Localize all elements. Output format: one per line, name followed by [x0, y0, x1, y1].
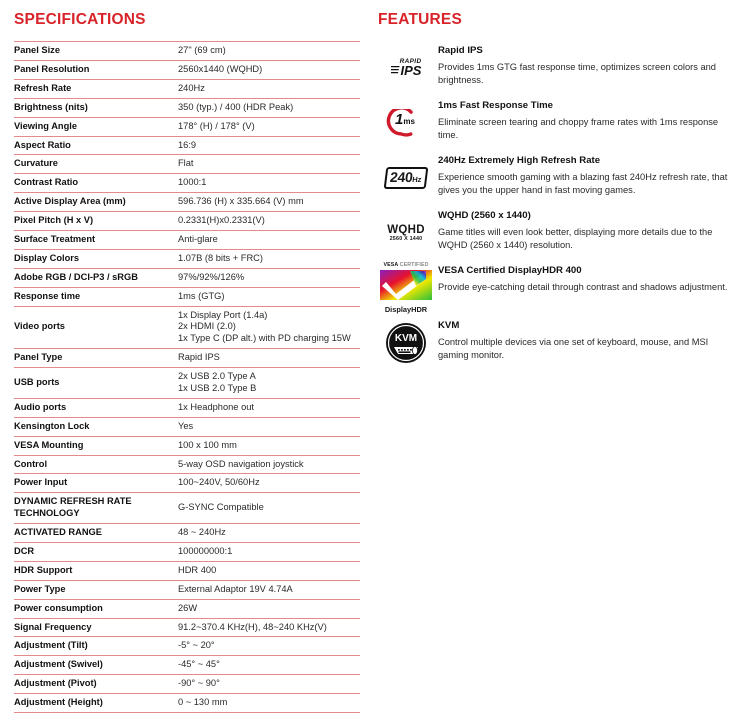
spec-value — [178, 368, 360, 399]
spec-value: Anti-glare — [178, 230, 360, 249]
table-row — [14, 230, 360, 249]
certified-word: CERTIFIED — [399, 262, 429, 269]
spec-value: 1000:1 — [178, 174, 360, 193]
feature-body — [438, 264, 732, 294]
spec-key: Adobe RGB / DCI-P3 / sRGB — [14, 268, 178, 287]
spec-key: DCR — [14, 542, 178, 561]
table-row — [14, 249, 360, 268]
one-ms-icon-label: 1ms — [395, 111, 415, 129]
spec-value: 178° (H) / 178° (V) — [178, 117, 360, 136]
table-row — [14, 524, 360, 543]
table-row — [14, 155, 360, 174]
wqhd-icon-label: WQHD — [387, 223, 425, 236]
spec-value: -45° ~ 45° — [178, 656, 360, 675]
feature-icon-wrap — [378, 44, 434, 90]
feature-title: 240Hz Extremely High Refresh Rate — [438, 155, 601, 167]
spec-value-line: 1x Display Port (1.4a) — [178, 309, 268, 320]
feature-item — [378, 319, 732, 365]
spec-key: Aspect Ratio — [14, 136, 178, 155]
feature-item — [378, 262, 732, 314]
table-row — [14, 417, 360, 436]
spec-key: Adjustment (Tilt) — [14, 637, 178, 656]
spec-value: Rapid IPS — [178, 349, 360, 368]
specifications-section — [0, 0, 370, 708]
features-list — [378, 44, 732, 365]
feature-item — [378, 99, 732, 145]
table-row — [14, 193, 360, 212]
spec-value: 26W — [178, 599, 360, 618]
spec-value: 1.07B (8 bits + FRC) — [178, 249, 360, 268]
spec-key: Brightness (nits) — [14, 98, 178, 117]
table-row — [14, 599, 360, 618]
spec-key: Contrast Ratio — [14, 174, 178, 193]
spec-value: Flat — [178, 155, 360, 174]
table-row — [14, 349, 360, 368]
feature-title: WQHD (2560 x 1440) — [438, 210, 531, 222]
feature-icon-wrap — [378, 99, 434, 145]
rapid-ips-icon-top: RAPID — [399, 57, 422, 65]
table-row — [14, 493, 360, 524]
spec-key: Panel Type — [14, 349, 178, 368]
spec-key: Adjustment (Swivel) — [14, 656, 178, 675]
spec-key: Curvature — [14, 155, 178, 174]
spec-value: 2560x1440 (WQHD) — [178, 60, 360, 79]
spec-value: 240Hz — [178, 79, 360, 98]
feature-title: VESA Certified DisplayHDR 400 — [438, 265, 582, 277]
one-ms-icon — [384, 109, 428, 137]
vesa-displayhdr-icon — [378, 263, 434, 313]
features-heading: FEATURES — [378, 11, 462, 28]
spec-key: Display Colors — [14, 249, 178, 268]
spec-key: Viewing Angle — [14, 117, 178, 136]
table-row — [14, 436, 360, 455]
spec-key: Response time — [14, 287, 178, 306]
spec-value — [178, 306, 360, 349]
table-row — [14, 656, 360, 675]
specifications-heading: SPECIFICATIONS — [14, 11, 146, 28]
features-section — [370, 0, 738, 637]
spec-value: 97%/92%/126% — [178, 268, 360, 287]
spec-value: Yes — [178, 417, 360, 436]
table-row — [14, 287, 360, 306]
spec-value: 16:9 — [178, 136, 360, 155]
spec-value: 596.736 (H) x 335.664 (V) mm — [178, 193, 360, 212]
spec-key: Surface Treatment — [14, 230, 178, 249]
feature-body — [438, 44, 732, 87]
feature-item — [378, 154, 732, 200]
spec-value: 100~240V, 50/60Hz — [178, 474, 360, 493]
feature-body — [438, 154, 732, 197]
feature-body — [438, 319, 732, 362]
spec-value: 350 (typ.) / 400 (HDR Peak) — [178, 98, 360, 117]
rapid-ips-icon-main: IPS — [391, 64, 422, 77]
spec-value: 91.2~370.4 KHz(H), 48~240 KHz(V) — [178, 618, 360, 637]
spec-value: G-SYNC Compatible — [178, 493, 360, 524]
spec-key: Panel Resolution — [14, 60, 178, 79]
spec-value: 0.2331(H)x0.2331(V) — [178, 212, 360, 231]
vesa-word: VESA — [383, 262, 399, 269]
table-row — [14, 136, 360, 155]
spec-key: Pixel Pitch (H x V) — [14, 212, 178, 231]
spec-key: Adjustment (Pivot) — [14, 675, 178, 694]
feature-icon-wrap — [378, 262, 434, 314]
feature-item — [378, 209, 732, 255]
spec-value: 1ms (GTG) — [178, 287, 360, 306]
table-row — [14, 398, 360, 417]
displayhdr-label: DisplayHDR — [384, 304, 428, 314]
feature-item — [378, 44, 732, 90]
spec-key: VESA Mounting — [14, 436, 178, 455]
table-row — [14, 42, 360, 61]
table-row — [14, 474, 360, 493]
feature-icon-wrap — [378, 209, 434, 255]
spec-value: -90° ~ 90° — [178, 675, 360, 694]
spec-value: 0 ~ 130 mm — [178, 694, 360, 713]
spec-value: 1x Headphone out — [178, 398, 360, 417]
spec-value-line: 2x HDMI (2.0) — [178, 321, 236, 332]
spec-key: Power consumption — [14, 599, 178, 618]
spec-key: Power Type — [14, 580, 178, 599]
rapid-ips-icon — [391, 59, 422, 77]
spec-key: Control — [14, 455, 178, 474]
spec-value-line: 1x USB 2.0 Type B — [178, 382, 257, 393]
table-row — [14, 675, 360, 694]
spec-key: Kensington Lock — [14, 417, 178, 436]
feature-description: Eliminate screen tearing and choppy frame rates with 1ms response time. — [438, 117, 719, 140]
table-row — [14, 618, 360, 637]
table-row — [14, 561, 360, 580]
feature-icon-wrap — [378, 154, 434, 200]
table-row — [14, 306, 360, 349]
spec-value: External Adaptor 19V 4.74A — [178, 580, 360, 599]
spec-key: Video ports — [14, 306, 178, 349]
displayhdr-logo-icon — [380, 270, 432, 300]
hz-unit: Hz — [411, 175, 423, 185]
feature-description: Provide eye-catching detail through contrast and shadows adjustment. — [438, 282, 728, 293]
spec-key: USB ports — [14, 368, 178, 399]
vesa-certified-label — [378, 263, 434, 268]
table-row — [14, 542, 360, 561]
feature-body — [438, 209, 732, 252]
spec-key: ACTIVATED RANGE — [14, 524, 178, 543]
table-row — [14, 98, 360, 117]
spec-key: Active Display Area (mm) — [14, 193, 178, 212]
table-row — [14, 212, 360, 231]
specifications-table — [14, 41, 360, 713]
table-row — [14, 268, 360, 287]
wqhd-icon-sublabel: 2560 X 1440 — [389, 235, 423, 242]
spec-key: DYNAMIC REFRESH RATE TECHNOLOGY — [14, 493, 178, 524]
kvm-circle-icon — [385, 322, 427, 364]
wqhd-icon — [387, 224, 425, 243]
spec-value: 5-way OSD navigation joystick — [178, 455, 360, 474]
spec-key: Signal Frequency — [14, 618, 178, 637]
table-row — [14, 455, 360, 474]
feature-description: Control multiple devices via one set of keyboard, mouse, and MSI gaming monitor. — [438, 337, 709, 360]
feature-description: Game titles will even look better, displaying more details due to the WQHD (2560 x 1440) resolution. — [438, 227, 713, 250]
feature-title: 1ms Fast Response Time — [438, 100, 553, 112]
table-row — [14, 637, 360, 656]
spec-key: Audio ports — [14, 398, 178, 417]
feature-title: KVM — [438, 320, 460, 332]
spec-value-line: 2x USB 2.0 Type A — [178, 371, 256, 382]
spec-key: Panel Size — [14, 42, 178, 61]
spec-key: Adjustment (Height) — [14, 694, 178, 713]
spec-key: Refresh Rate — [14, 79, 178, 98]
kvm-icon — [385, 322, 427, 364]
table-row — [14, 60, 360, 79]
spec-value: -5° ~ 20° — [178, 637, 360, 656]
table-row — [14, 174, 360, 193]
table-row — [14, 694, 360, 713]
feature-description: Experience smooth gaming with a blazing fast 240Hz refresh rate, that gives you the upper hand in fast moving games. — [438, 172, 728, 195]
feature-title: Rapid IPS — [438, 45, 483, 57]
table-row — [14, 117, 360, 136]
spec-key: Power Input — [14, 474, 178, 493]
spec-value: 100000000:1 — [178, 542, 360, 561]
feature-body — [438, 99, 732, 142]
spec-value: 48 ~ 240Hz — [178, 524, 360, 543]
table-row — [14, 368, 360, 399]
refresh-rate-240hz-icon — [384, 167, 428, 189]
spec-value: 100 x 100 mm — [178, 436, 360, 455]
svg-text:KVM: KVM — [394, 333, 418, 345]
hz-number: 240 — [389, 169, 414, 186]
spec-key: HDR Support — [14, 561, 178, 580]
spec-value: HDR 400 — [178, 561, 360, 580]
spec-value-line: 1x Type C (DP alt.) with PD charging 15W — [178, 333, 351, 344]
table-row — [14, 79, 360, 98]
table-row — [14, 580, 360, 599]
feature-icon-wrap — [378, 319, 434, 365]
spec-value: 27" (69 cm) — [178, 42, 360, 61]
feature-description: Provides 1ms GTG fast response time, optimizes screen colors and brightness. — [438, 62, 716, 85]
